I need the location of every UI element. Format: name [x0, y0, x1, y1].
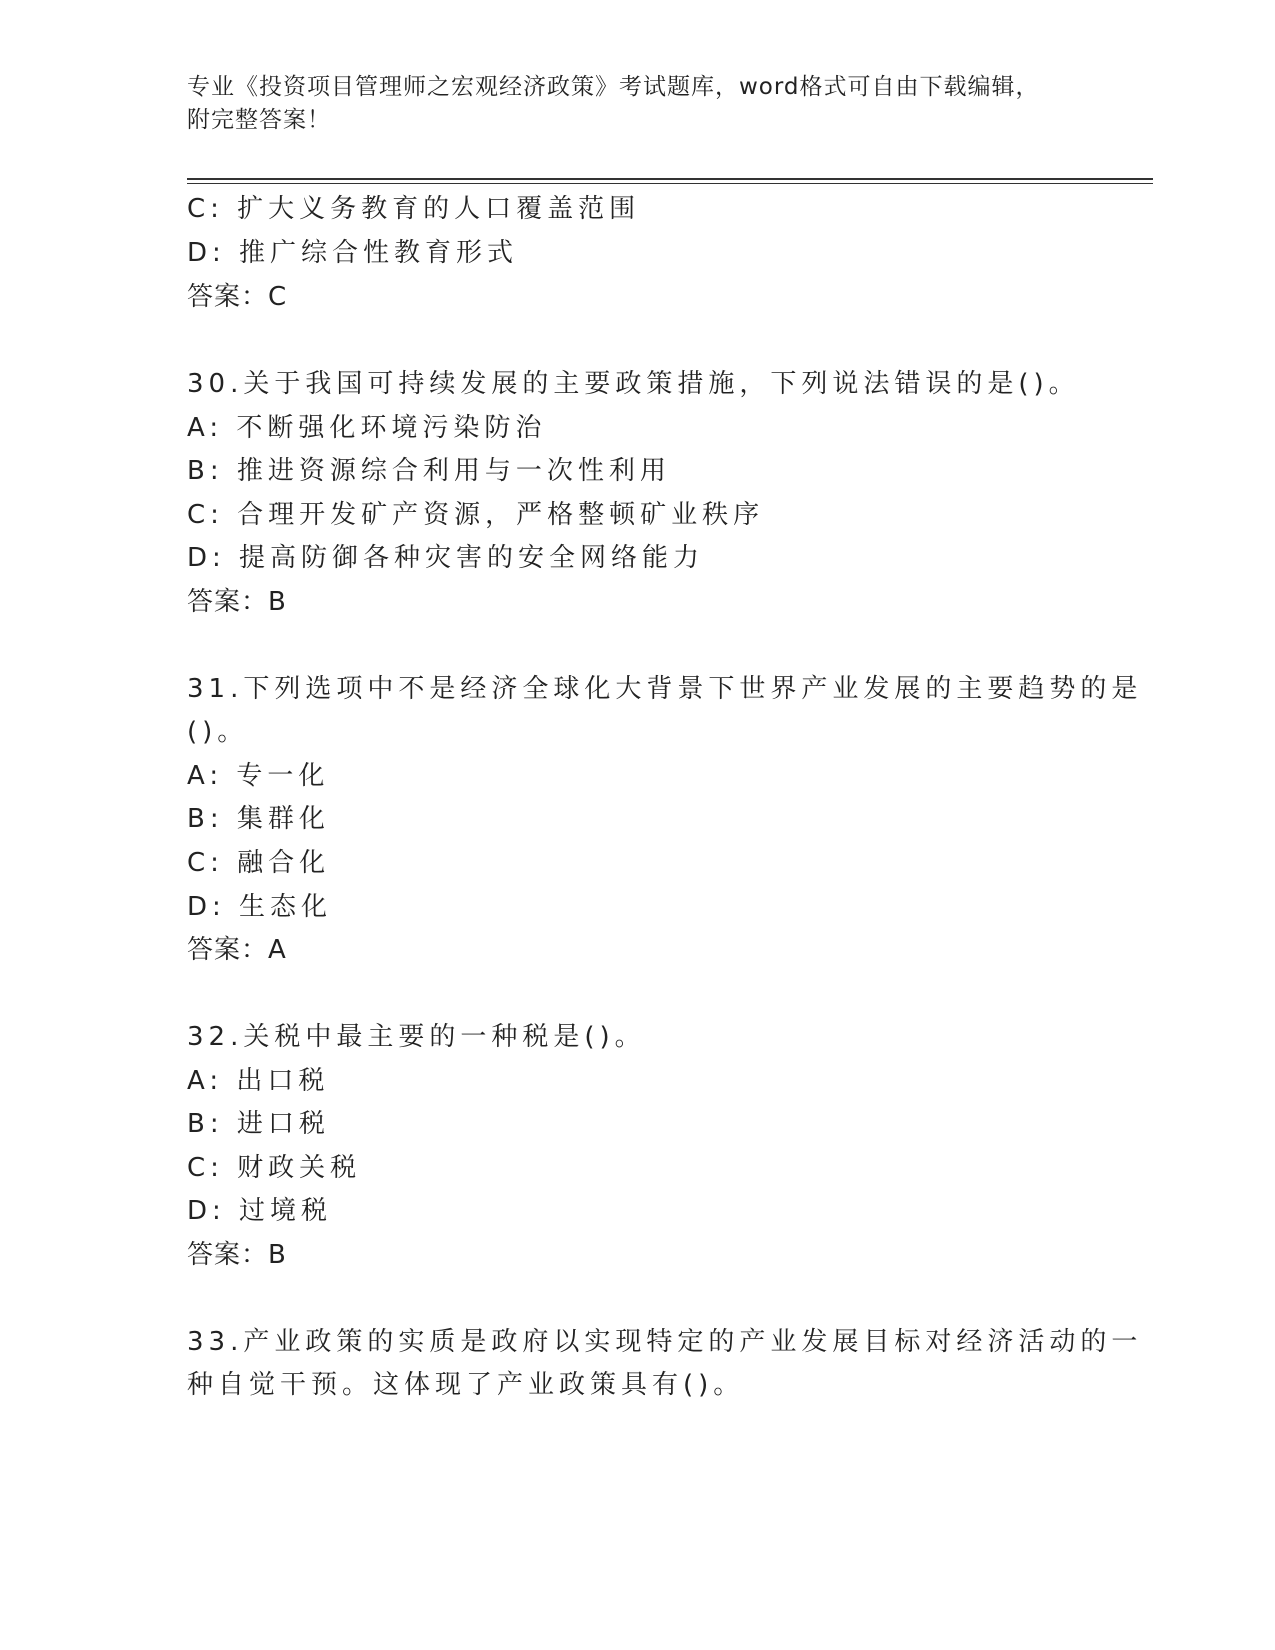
- q31-option-c: C: 融合化: [187, 848, 331, 878]
- header-divider-thin: [187, 183, 1153, 184]
- header-divider-thick: [187, 178, 1153, 180]
- q31-stem-line-1: 31.下列选项中不是经济全球化大背景下世界产业发展的主要趋势的是: [187, 674, 1143, 704]
- document-header: [187, 71, 1067, 137]
- q30-option-d: D: 提高防御各种灾害的安全网络能力: [187, 543, 705, 573]
- header-line-1: 专业《投资项目管理师之宏观经济政策》考试题库，word格式可自由下载编辑，: [187, 74, 1040, 100]
- q29-option-c: C: 扩大义务教育的人口覆盖范围: [187, 194, 641, 224]
- q30-option-c: C: 合理开发矿产资源，严格整顿矿业秩序: [187, 500, 765, 530]
- q32-stem: 32.关税中最主要的一种税是()。: [187, 1022, 646, 1052]
- q32-option-a: A: 出口税: [187, 1066, 330, 1096]
- q31-option-a: A: 专一化: [187, 761, 330, 791]
- q30-stem: 30.关于我国可持续发展的主要政策措施，下列说法错误的是()。: [187, 369, 1080, 399]
- q29-option-d: D: 推广综合性教育形式: [187, 238, 519, 268]
- q30-option-a: A: 不断强化环境污染防治: [187, 413, 547, 443]
- q33-stem-line-2: 种自觉干预。这体现了产业政策具有()。: [187, 1370, 745, 1400]
- q32-option-c: C: 财政关税: [187, 1153, 362, 1183]
- q29-answer: 答案：C: [187, 282, 288, 312]
- q31-answer: 答案：A: [187, 935, 287, 965]
- q33-stem-line-1: 33.产业政策的实质是政府以实现特定的产业发展目标对经济活动的一: [187, 1327, 1143, 1357]
- header-line-2: 附完整答案！: [187, 107, 331, 133]
- q32-answer: 答案：B: [187, 1240, 287, 1270]
- q31-option-d: D: 生态化: [187, 892, 333, 922]
- q32-option-d: D: 过境税: [187, 1196, 333, 1226]
- q30-option-b: B: 推进资源综合利用与一次性利用: [187, 456, 671, 486]
- q32-option-b: B: 进口税: [187, 1109, 330, 1139]
- q31-stem-line-2: ()。: [187, 717, 249, 747]
- q30-answer: 答案：B: [187, 587, 287, 617]
- q31-option-b: B: 集群化: [187, 804, 330, 834]
